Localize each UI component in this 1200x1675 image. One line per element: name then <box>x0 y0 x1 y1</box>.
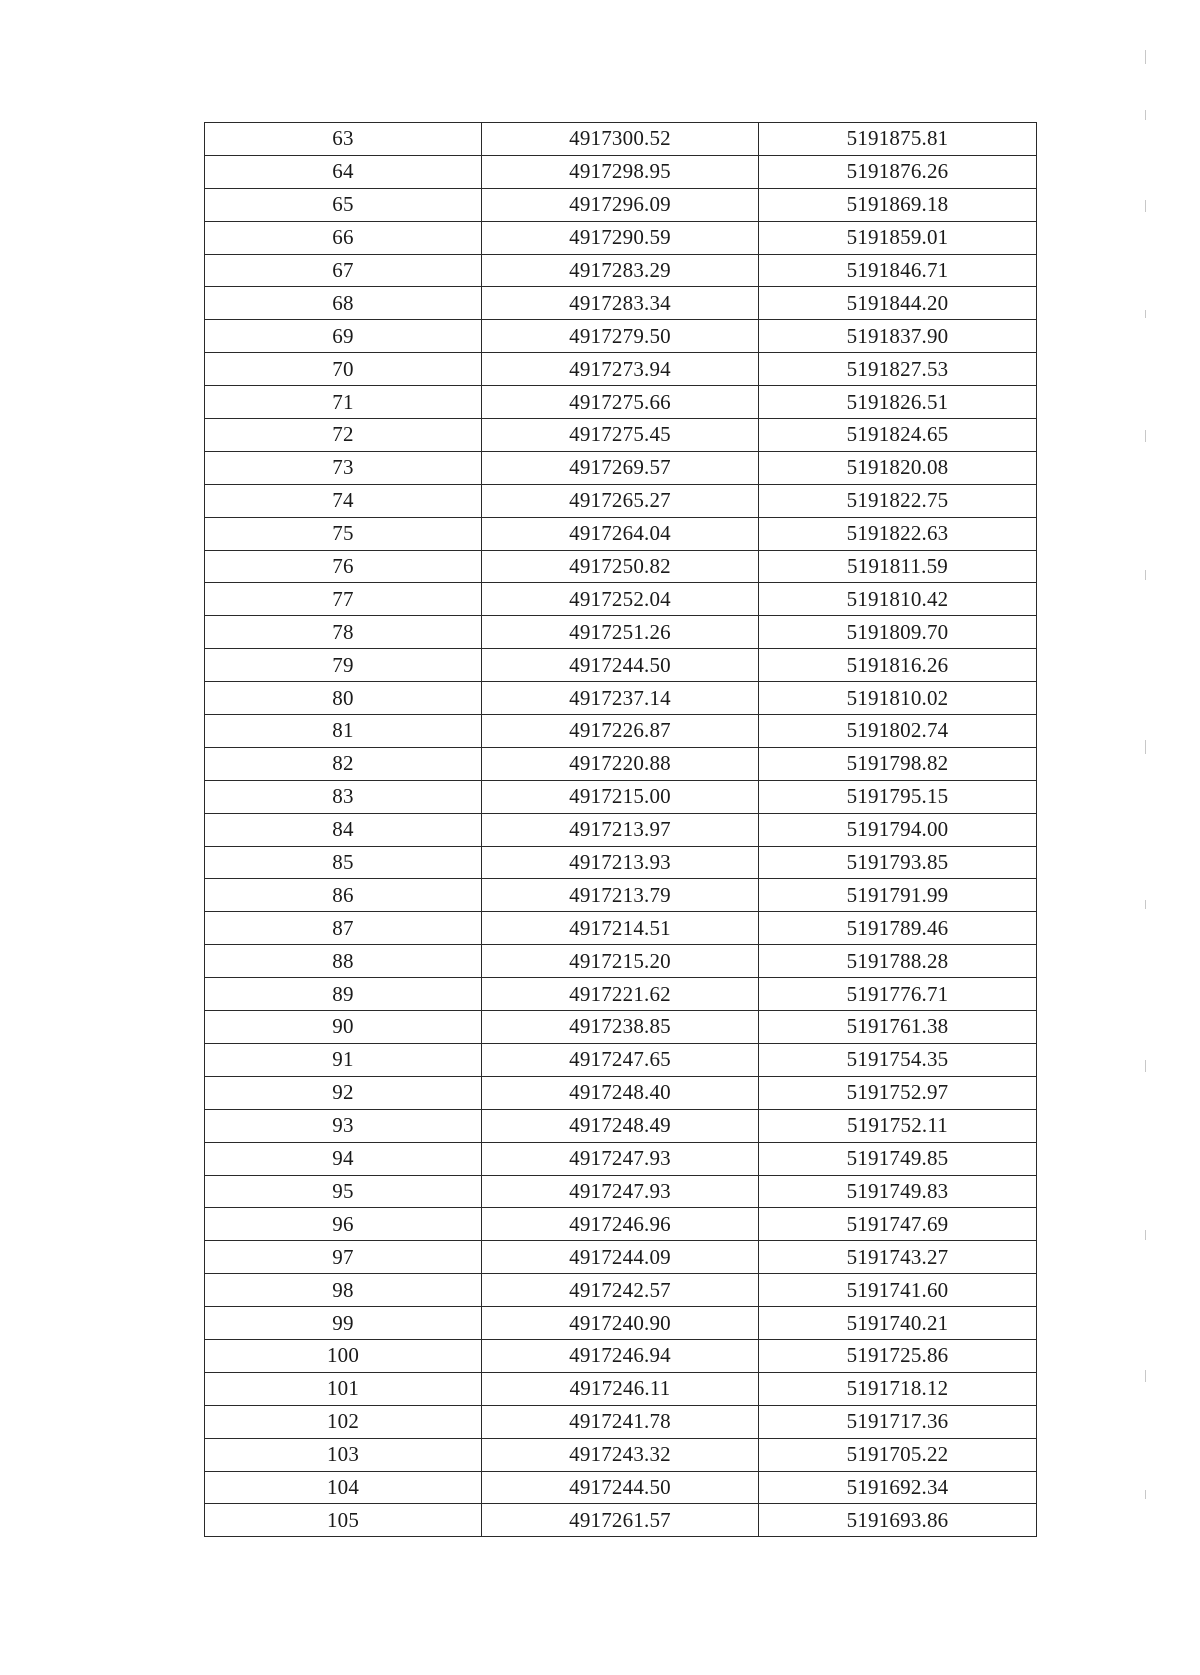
coordinates-table <box>204 122 1037 1537</box>
table-row <box>205 780 1037 813</box>
x-coordinate-cell: 4917264.04 <box>482 517 759 550</box>
point-number-cell: 103 <box>205 1438 482 1471</box>
table-row <box>205 484 1037 517</box>
table-row <box>205 682 1037 715</box>
table-row <box>205 583 1037 616</box>
point-number-cell: 98 <box>205 1274 482 1307</box>
point-number-cell: 69 <box>205 320 482 353</box>
point-number-cell: 83 <box>205 780 482 813</box>
y-coordinate-cell: 5191791.99 <box>759 879 1037 912</box>
point-number-cell: 88 <box>205 945 482 978</box>
point-number-cell: 82 <box>205 747 482 780</box>
point-number-cell: 86 <box>205 879 482 912</box>
table-row <box>205 517 1037 550</box>
y-coordinate-cell: 5191789.46 <box>759 912 1037 945</box>
table-row <box>205 1405 1037 1438</box>
table-row <box>205 1109 1037 1142</box>
x-coordinate-cell: 4917261.57 <box>482 1504 759 1537</box>
table-row <box>205 846 1037 879</box>
x-coordinate-cell: 4917242.57 <box>482 1274 759 1307</box>
point-number-cell: 102 <box>205 1405 482 1438</box>
point-number-cell: 90 <box>205 1011 482 1044</box>
point-number-cell: 84 <box>205 813 482 846</box>
table-row <box>205 649 1037 682</box>
point-number-cell: 71 <box>205 386 482 419</box>
table-row <box>205 715 1037 748</box>
y-coordinate-cell: 5191788.28 <box>759 945 1037 978</box>
point-number-cell: 80 <box>205 682 482 715</box>
y-coordinate-cell: 5191752.97 <box>759 1076 1037 1109</box>
point-number-cell: 76 <box>205 550 482 583</box>
y-coordinate-cell: 5191754.35 <box>759 1043 1037 1076</box>
point-number-cell: 96 <box>205 1208 482 1241</box>
point-number-cell: 74 <box>205 484 482 517</box>
table-row <box>205 123 1037 156</box>
x-coordinate-cell: 4917221.62 <box>482 978 759 1011</box>
x-coordinate-cell: 4917298.95 <box>482 155 759 188</box>
table-row <box>205 1339 1037 1372</box>
x-coordinate-cell: 4917248.40 <box>482 1076 759 1109</box>
y-coordinate-cell: 5191795.15 <box>759 780 1037 813</box>
coordinates-table-body <box>205 123 1037 1537</box>
table-row <box>205 1471 1037 1504</box>
x-coordinate-cell: 4917269.57 <box>482 451 759 484</box>
x-coordinate-cell: 4917273.94 <box>482 353 759 386</box>
y-coordinate-cell: 5191752.11 <box>759 1109 1037 1142</box>
y-coordinate-cell: 5191705.22 <box>759 1438 1037 1471</box>
y-coordinate-cell: 5191693.86 <box>759 1504 1037 1537</box>
x-coordinate-cell: 4917251.26 <box>482 616 759 649</box>
point-number-cell: 94 <box>205 1142 482 1175</box>
x-coordinate-cell: 4917246.11 <box>482 1372 759 1405</box>
point-number-cell: 66 <box>205 221 482 254</box>
point-number-cell: 92 <box>205 1076 482 1109</box>
point-number-cell: 67 <box>205 254 482 287</box>
point-number-cell: 72 <box>205 419 482 452</box>
point-number-cell: 85 <box>205 846 482 879</box>
y-coordinate-cell: 5191846.71 <box>759 254 1037 287</box>
table-row <box>205 1307 1037 1340</box>
table-row <box>205 221 1037 254</box>
y-coordinate-cell: 5191810.42 <box>759 583 1037 616</box>
x-coordinate-cell: 4917213.93 <box>482 846 759 879</box>
y-coordinate-cell: 5191798.82 <box>759 747 1037 780</box>
point-number-cell: 68 <box>205 287 482 320</box>
table-row <box>205 747 1037 780</box>
x-coordinate-cell: 4917240.90 <box>482 1307 759 1340</box>
point-number-cell: 79 <box>205 649 482 682</box>
x-coordinate-cell: 4917250.82 <box>482 550 759 583</box>
x-coordinate-cell: 4917244.09 <box>482 1241 759 1274</box>
point-number-cell: 97 <box>205 1241 482 1274</box>
y-coordinate-cell: 5191776.71 <box>759 978 1037 1011</box>
x-coordinate-cell: 4917247.93 <box>482 1142 759 1175</box>
x-coordinate-cell: 4917241.78 <box>482 1405 759 1438</box>
x-coordinate-cell: 4917247.65 <box>482 1043 759 1076</box>
y-coordinate-cell: 5191827.53 <box>759 353 1037 386</box>
x-coordinate-cell: 4917246.96 <box>482 1208 759 1241</box>
y-coordinate-cell: 5191749.83 <box>759 1175 1037 1208</box>
table-row <box>205 1241 1037 1274</box>
table-row <box>205 353 1037 386</box>
y-coordinate-cell: 5191740.21 <box>759 1307 1037 1340</box>
x-coordinate-cell: 4917238.85 <box>482 1011 759 1044</box>
y-coordinate-cell: 5191816.26 <box>759 649 1037 682</box>
x-coordinate-cell: 4917275.45 <box>482 419 759 452</box>
table-row <box>205 616 1037 649</box>
table-row <box>205 155 1037 188</box>
point-number-cell: 104 <box>205 1471 482 1504</box>
x-coordinate-cell: 4917243.32 <box>482 1438 759 1471</box>
y-coordinate-cell: 5191692.34 <box>759 1471 1037 1504</box>
table-row <box>205 879 1037 912</box>
table-row <box>205 254 1037 287</box>
point-number-cell: 73 <box>205 451 482 484</box>
x-coordinate-cell: 4917226.87 <box>482 715 759 748</box>
point-number-cell: 89 <box>205 978 482 1011</box>
x-coordinate-cell: 4917215.20 <box>482 945 759 978</box>
y-coordinate-cell: 5191837.90 <box>759 320 1037 353</box>
y-coordinate-cell: 5191826.51 <box>759 386 1037 419</box>
point-number-cell: 63 <box>205 123 482 156</box>
point-number-cell: 93 <box>205 1109 482 1142</box>
table-row <box>205 188 1037 221</box>
y-coordinate-cell: 5191747.69 <box>759 1208 1037 1241</box>
x-coordinate-cell: 4917244.50 <box>482 649 759 682</box>
x-coordinate-cell: 4917220.88 <box>482 747 759 780</box>
x-coordinate-cell: 4917237.14 <box>482 682 759 715</box>
y-coordinate-cell: 5191725.86 <box>759 1339 1037 1372</box>
y-coordinate-cell: 5191741.60 <box>759 1274 1037 1307</box>
y-coordinate-cell: 5191875.81 <box>759 123 1037 156</box>
table-row <box>205 1208 1037 1241</box>
x-coordinate-cell: 4917300.52 <box>482 123 759 156</box>
table-row <box>205 419 1037 452</box>
y-coordinate-cell: 5191844.20 <box>759 287 1037 320</box>
scan-edge-marks <box>1143 50 1149 1600</box>
x-coordinate-cell: 4917290.59 <box>482 221 759 254</box>
table-row <box>205 978 1037 1011</box>
x-coordinate-cell: 4917213.79 <box>482 879 759 912</box>
x-coordinate-cell: 4917296.09 <box>482 188 759 221</box>
y-coordinate-cell: 5191822.75 <box>759 484 1037 517</box>
x-coordinate-cell: 4917265.27 <box>482 484 759 517</box>
y-coordinate-cell: 5191809.70 <box>759 616 1037 649</box>
x-coordinate-cell: 4917283.29 <box>482 254 759 287</box>
point-number-cell: 87 <box>205 912 482 945</box>
table-row <box>205 945 1037 978</box>
point-number-cell: 75 <box>205 517 482 550</box>
x-coordinate-cell: 4917246.94 <box>482 1339 759 1372</box>
y-coordinate-cell: 5191876.26 <box>759 155 1037 188</box>
y-coordinate-cell: 5191811.59 <box>759 550 1037 583</box>
table-row <box>205 550 1037 583</box>
table-row <box>205 1043 1037 1076</box>
table-row <box>205 1504 1037 1537</box>
y-coordinate-cell: 5191717.36 <box>759 1405 1037 1438</box>
y-coordinate-cell: 5191820.08 <box>759 451 1037 484</box>
table-row <box>205 1076 1037 1109</box>
table-row <box>205 1438 1037 1471</box>
y-coordinate-cell: 5191869.18 <box>759 188 1037 221</box>
table-row <box>205 1274 1037 1307</box>
point-number-cell: 100 <box>205 1339 482 1372</box>
point-number-cell: 95 <box>205 1175 482 1208</box>
table-row <box>205 386 1037 419</box>
point-number-cell: 99 <box>205 1307 482 1340</box>
y-coordinate-cell: 5191718.12 <box>759 1372 1037 1405</box>
point-number-cell: 64 <box>205 155 482 188</box>
point-number-cell: 81 <box>205 715 482 748</box>
x-coordinate-cell: 4917213.97 <box>482 813 759 846</box>
table-row <box>205 912 1037 945</box>
y-coordinate-cell: 5191810.02 <box>759 682 1037 715</box>
x-coordinate-cell: 4917248.49 <box>482 1109 759 1142</box>
table-row <box>205 1175 1037 1208</box>
y-coordinate-cell: 5191761.38 <box>759 1011 1037 1044</box>
point-number-cell: 101 <box>205 1372 482 1405</box>
y-coordinate-cell: 5191824.65 <box>759 419 1037 452</box>
table-row <box>205 1011 1037 1044</box>
y-coordinate-cell: 5191802.74 <box>759 715 1037 748</box>
x-coordinate-cell: 4917215.00 <box>482 780 759 813</box>
point-number-cell: 65 <box>205 188 482 221</box>
x-coordinate-cell: 4917279.50 <box>482 320 759 353</box>
point-number-cell: 77 <box>205 583 482 616</box>
x-coordinate-cell: 4917244.50 <box>482 1471 759 1504</box>
table-row <box>205 1372 1037 1405</box>
point-number-cell: 91 <box>205 1043 482 1076</box>
point-number-cell: 105 <box>205 1504 482 1537</box>
x-coordinate-cell: 4917247.93 <box>482 1175 759 1208</box>
y-coordinate-cell: 5191794.00 <box>759 813 1037 846</box>
table-row <box>205 813 1037 846</box>
y-coordinate-cell: 5191793.85 <box>759 846 1037 879</box>
y-coordinate-cell: 5191743.27 <box>759 1241 1037 1274</box>
point-number-cell: 78 <box>205 616 482 649</box>
table-row <box>205 320 1037 353</box>
x-coordinate-cell: 4917252.04 <box>482 583 759 616</box>
x-coordinate-cell: 4917214.51 <box>482 912 759 945</box>
x-coordinate-cell: 4917283.34 <box>482 287 759 320</box>
y-coordinate-cell: 5191822.63 <box>759 517 1037 550</box>
y-coordinate-cell: 5191859.01 <box>759 221 1037 254</box>
point-number-cell: 70 <box>205 353 482 386</box>
y-coordinate-cell: 5191749.85 <box>759 1142 1037 1175</box>
table-row <box>205 287 1037 320</box>
x-coordinate-cell: 4917275.66 <box>482 386 759 419</box>
table-row <box>205 1142 1037 1175</box>
table-row <box>205 451 1037 484</box>
